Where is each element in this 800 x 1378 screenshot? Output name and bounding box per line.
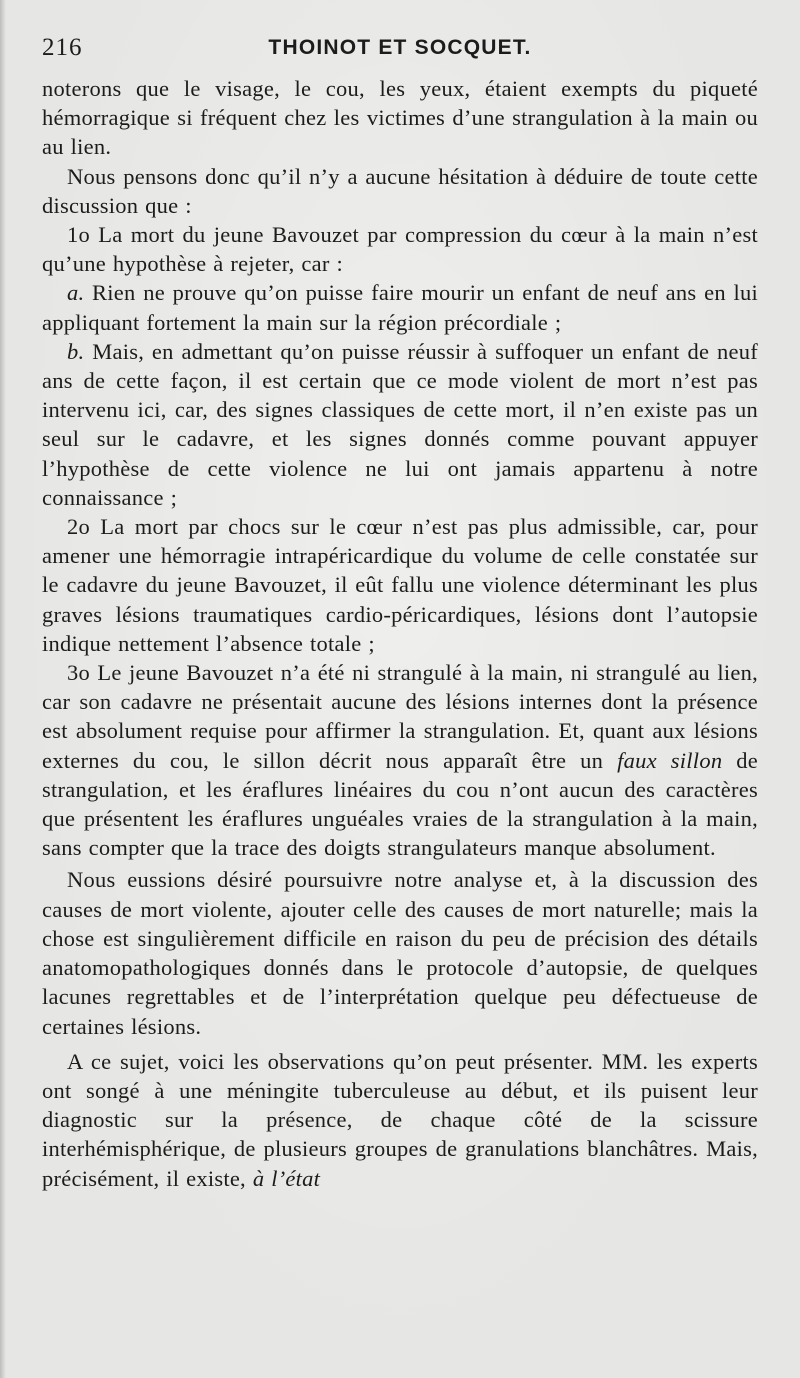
paragraph-point-2: 2o La mort par chocs sur le cœur n’est pas plus admissible, car, pour amener une hémorragie intrapéricardique du volume de celle constatée sur le cadavre du jeune Bavouzet, il eût fallu une violence déterminant les plus graves lésions traumatiques cardio-péricardiques, lésions dont l’autopsie indique nettement l’absence totale ; <box>42 514 758 656</box>
list-marker-b: b. <box>67 338 85 364</box>
italic-term: faux sillon <box>617 747 723 773</box>
paragraph-point-1a: a. Rien ne prouve qu’on puisse faire mourir un enfant de neuf ans en lui appliquant fortement la main sur la région précordiale ; <box>42 280 758 335</box>
paragraph-continuation: noterons que le visage, le cou, les yeux, étaient exempts du piqueté hémorragique si fréquent chez les victimes d’une strangulation à la main ou au lien. <box>42 76 758 160</box>
italic-term: à l’état <box>252 1165 321 1191</box>
list-marker-a: a. <box>67 280 85 306</box>
paragraph-point-1: 1o La mort du jeune Bavouzet par compression du cœur à la main n’est qu’une hypothèse à rejeter, car : <box>42 222 758 277</box>
page-header <box>42 34 758 74</box>
body-text <box>42 74 758 1193</box>
paragraph-point-1b: b. Mais, en admettant qu’on puisse réussir à suffoquer un enfant de neuf ans de cette façon, il est certain que ce mode violent de mort n’est pas intervenu ici, car, des signes classiques de cette mort, il n’en existe pas un seul sur le cadavre, et les signes donnés comme pouvant appuyer l’hypothèse de cette violence ne lui ont jamais appartenu à notre connaissance ; <box>42 338 758 510</box>
paragraph-observations: A ce sujet, voici les observations qu’on peut présenter. MM. les experts ont songé à une méningite tuberculeuse au début, et ils puisent leur diagnostic sur la présence, de chaque côté de la scissure interhémisphérique, de plusieurs groupes de granulations blanchâtres. Mais, précisément, il existe, à l’état <box>42 1048 758 1191</box>
paragraph-analysis: Nous eussions désiré poursuivre notre analyse et, à la discussion des causes de mort violente, ajouter celle des causes de mort naturelle; mais la chose est singulièrement difficile en raison du peu de précision des détails anatomopathologiques donnés dans le protocole d’autopsie, de quelques lacunes regrettables et de l’interprétation quelque peu défectueuse de certaines lésions. <box>42 867 758 1039</box>
paragraph-conclusion-intro: Nous pensons donc qu’il n’y a aucune hésitation à déduire de toute cette discussion que : <box>42 163 758 218</box>
paragraph-point-3: 3o Le jeune Bavouzet n’a été ni strangulé à la main, ni strangulé au lien, car son cadavre ne présentait aucune des lésions internes dont la présence est absolument requise pour affirmer la strangulation. Et, quant aux lésions externes du cou, le sillon décrit nous apparaît être un faux sillon de strangulation, et les éraflures linéaires du cou n’ont aucun des caractères que présentent les éraflures unguéales vraies de la strangulation à la main, sans compter que la trace des doigts strangulateurs manque absolument. <box>42 660 759 861</box>
running-head: THOINOT ET SOCQUET. <box>268 36 532 59</box>
page-number: 216 <box>42 34 83 61</box>
